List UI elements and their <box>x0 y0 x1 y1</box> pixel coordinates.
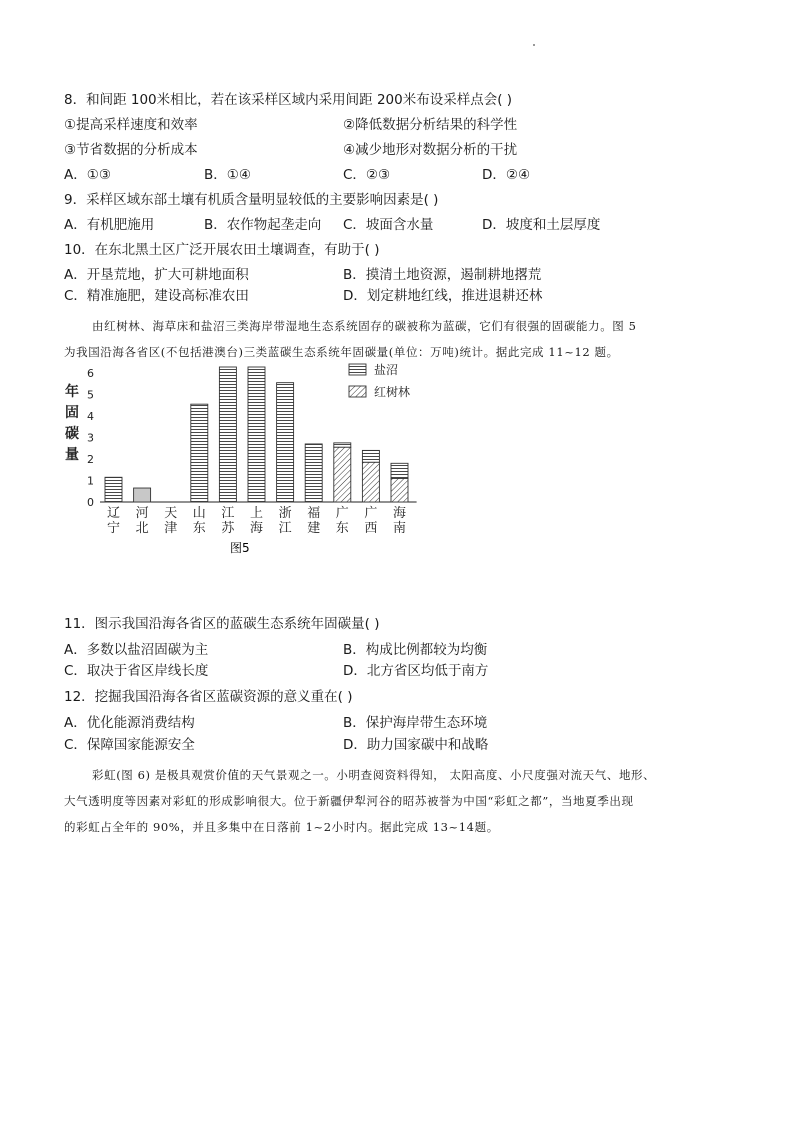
chart-legend <box>349 362 410 399</box>
x-tick-label: 河 <box>135 506 149 521</box>
y-tick-label: 6 <box>87 367 94 380</box>
scan-speck <box>533 44 535 46</box>
bar-segment <box>219 367 236 502</box>
x-tick-label: 江 <box>221 506 235 521</box>
figure-caption: 图5 <box>230 541 250 555</box>
x-tick-label: 天 <box>164 506 178 521</box>
y-axis-label <box>65 383 79 463</box>
x-tick-label: 海 <box>249 521 264 536</box>
x-tick-label: 江 <box>278 521 292 536</box>
y-tick-label: 1 <box>87 474 94 488</box>
carbon-bar-chart <box>62 362 442 562</box>
q9-option-a: A．有机肥施用 <box>64 217 155 233</box>
y-axis-label-char: 碳 <box>65 426 79 442</box>
x-tick-label: 苏 <box>221 521 235 536</box>
material2-line1: 彩虹(图 6) 是极具观赏价值的天气景观之一。小明查阅资料得知， 太阳高度、小尺度强对流天气、地形、 <box>92 768 656 782</box>
q8-option-a: A．①③ <box>64 167 111 183</box>
bar-segment <box>334 447 351 502</box>
material1-line1: 由红树林、海草床和盐沼三类海岸带湿地生态系统固存的碳被称为蓝碳，它们有很强的固碳能力。图 5 <box>92 319 637 333</box>
x-tick-label: 南 <box>392 521 407 536</box>
bar-segment <box>277 383 294 502</box>
q9-option-b: B．农作物起垄走向 <box>204 217 322 233</box>
y-tick-label: 5 <box>87 388 94 402</box>
y-tick-label: 4 <box>87 410 94 423</box>
q8-item-3: ③节省数据的分析成本 <box>64 142 198 158</box>
y-axis-label-char: 年 <box>65 384 79 400</box>
q8-item-1: ①提高采样速度和效率 <box>64 117 198 133</box>
x-tick-label: 宁 <box>106 521 121 536</box>
x-axis-labels <box>107 505 406 536</box>
q10-option-b: B．摸清土地资源，遏制耕地撂荒 <box>343 267 542 283</box>
legend-label: 红树林 <box>374 385 411 399</box>
q8-item-4: ④减少地形对数据分析的干扰 <box>343 142 518 158</box>
x-tick-label: 浙 <box>278 506 292 521</box>
x-tick-label: 东 <box>192 521 206 536</box>
q10-option-a: A．开垦荒地，扩大可耕地面积 <box>64 267 249 283</box>
x-tick-label: 广 <box>335 506 349 521</box>
y-axis-ticks <box>87 367 94 509</box>
y-tick-label: 0 <box>87 496 94 509</box>
x-tick-label: 广 <box>364 506 378 521</box>
q8-option-b: B．①④ <box>204 167 251 183</box>
q8-stem: 8．和间距 100米相比，若在该采样区域内采用间距 200米布设采样点会( ) <box>64 92 513 108</box>
material-blue-carbon <box>64 313 734 365</box>
q11-option-a: A．多数以盐沼固碳为主 <box>64 642 209 658</box>
q8-item-2: ②降低数据分析结果的科学性 <box>343 117 518 133</box>
bar-series <box>100 367 417 502</box>
x-tick-label: 津 <box>164 521 178 536</box>
q12-option-a: A．优化能源消费结构 <box>64 715 195 731</box>
bar-segment <box>362 450 379 462</box>
q12-option-d: D．助力国家碳中和战略 <box>343 737 489 753</box>
x-tick-label: 福 <box>307 506 321 521</box>
x-tick-label: 辽 <box>106 506 121 521</box>
q10-stem: 10．在东北黑土区广泛开展农田土壤调查，有助于( ) <box>64 242 380 258</box>
q8-option-c: C．②③ <box>343 167 391 183</box>
x-tick-label: 山 <box>192 506 206 521</box>
x-tick-label: 东 <box>335 521 349 536</box>
legend-swatch <box>349 364 366 375</box>
bar-segment <box>248 367 265 502</box>
legend-swatch <box>349 386 366 397</box>
bar-segment <box>391 463 408 478</box>
bar-segment <box>105 477 122 502</box>
q11-option-d: D．北方省区均低于南方 <box>343 663 489 679</box>
material-rainbow <box>64 762 734 840</box>
x-tick-label: 北 <box>135 521 149 536</box>
y-axis-label-char: 固 <box>65 405 79 421</box>
y-tick-label: 2 <box>87 453 94 466</box>
y-tick-label: 3 <box>87 431 94 445</box>
x-tick-label: 海 <box>392 506 407 521</box>
y-axis-label-char: 量 <box>65 447 79 463</box>
bar-segment <box>305 444 322 502</box>
q12-stem: 12．挖掘我国沿海各省区蓝碳资源的意义重在( ) <box>64 689 353 705</box>
q8-option-d: D．②④ <box>482 167 531 183</box>
bar-segment-plain <box>134 488 151 502</box>
material2-line3: 的彩虹占全年的 90%，并且多集中在日落前 1~2小时内。据此完成 13~14题。 <box>64 820 499 834</box>
legend-label: 盐沼 <box>374 363 399 377</box>
material1-line2: 为我国沿海各省区(不包括港澳台)三类蓝碳生态系统年固碳量(单位：万吨)统计。据此完成 11~12 题。 <box>64 345 619 359</box>
q11-option-b: B．构成比例都较为均衡 <box>343 642 488 658</box>
q10-option-d: D．划定耕地红线，推进退耕还林 <box>343 288 543 304</box>
x-tick-label: 上 <box>249 506 264 521</box>
bar-segment <box>334 443 351 447</box>
bar-segment <box>362 462 379 502</box>
q9-option-d: D．坡度和土层厚度 <box>482 217 601 233</box>
bar-segment <box>391 478 408 502</box>
q12-option-c: C．保障国家能源安全 <box>64 737 195 753</box>
q11-stem: 11．图示我国沿海各省区的蓝碳生态系统年固碳量( ) <box>64 616 380 632</box>
bar-segment <box>191 404 208 502</box>
x-tick-label: 建 <box>307 521 321 536</box>
q9-option-c: C．坡面含水量 <box>343 217 434 233</box>
q12-option-b: B．保护海岸带生态环境 <box>343 715 488 731</box>
q9-stem: 9．采样区域东部土壤有机质含量明显较低的主要影响因素是( ) <box>64 192 439 208</box>
q11-option-c: C．取决于省区岸线长度 <box>64 663 209 679</box>
material2-line2: 大气透明度等因素对彩虹的形成影响很大。位于新疆伊犁河谷的昭苏被誉为中国“彩虹之都”，当地夏季出现 <box>64 794 634 808</box>
q10-option-c: C．精准施肥，建设高标准农田 <box>64 288 249 304</box>
x-tick-label: 西 <box>364 521 378 536</box>
